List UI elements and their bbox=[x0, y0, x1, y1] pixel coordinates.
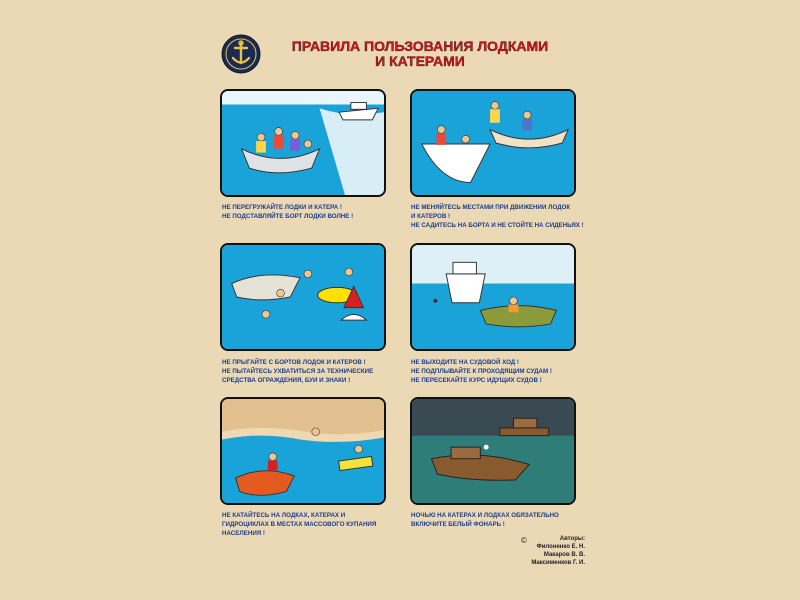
illustration-ship-channel bbox=[410, 243, 576, 351]
caption-overloaded-boat bbox=[222, 203, 422, 221]
title-line-1: ПРАВИЛА ПОЛЬЗОВАНИЯ ЛОДКАМИ bbox=[291, 38, 549, 54]
caption-line: НЕ ПЕРЕСЕКАЙТЕ КУРС ИДУЩИХ СУДОВ ! bbox=[411, 377, 542, 384]
caption-night-lights bbox=[411, 511, 611, 529]
illustration-changing-places bbox=[410, 89, 576, 197]
author-name: Макаров В. В. bbox=[543, 552, 585, 558]
caption-line: НЕ ПОДПЛЫВАЙТЕ К ПРОХОДЯЩИМ СУДАМ ! bbox=[411, 368, 552, 375]
caption-line: НАСЕЛЕНИЯ ! bbox=[222, 530, 265, 537]
caption-line: НЕ ПЕРЕГРУЖАЙТЕ ЛОДКИ И КАТЕРА ! bbox=[222, 204, 342, 211]
caption-line: НЕ ПРЫГАЙТЕ С БОРТОВ ЛОДОК И КАТЕРОВ ! bbox=[222, 359, 366, 366]
page-title bbox=[270, 39, 570, 69]
illustration-night-lights bbox=[410, 397, 576, 505]
author-name: Максименков Г. И. bbox=[531, 560, 585, 566]
caption-line: НЕ КАТАЙТЕСЬ НА ЛОДКАХ, КАТЕРАХ И bbox=[222, 512, 346, 519]
caption-line: ГИДРОЦИКЛАХ В МЕСТАХ МАССОВОГО КУПАНИЯ bbox=[222, 521, 377, 528]
caption-jumping-from-boats bbox=[222, 358, 422, 385]
anchor-emblem-icon bbox=[221, 34, 261, 74]
caption-line: НОЧЬЮ НА КАТЕРАХ И ЛОДКАХ ОБЯЗАТЕЛЬНО bbox=[411, 512, 559, 519]
caption-line: НЕ ВЫХОДИТЕ НА СУДОВОЙ ХОД ! bbox=[411, 359, 519, 366]
title-line-2: И КАТЕРАМИ bbox=[375, 53, 465, 69]
caption-line: СРЕДСТВА ОГРАЖДЕНИЯ, БУИ И ЗНАКИ ! bbox=[222, 377, 351, 384]
copyright-symbol: © bbox=[521, 536, 527, 545]
authors-block bbox=[515, 535, 585, 567]
authors-heading: Авторы: bbox=[559, 536, 585, 542]
caption-line: ВКЛЮЧИТЕ БЕЛЫЙ ФОНАРЬ ! bbox=[411, 521, 505, 528]
caption-line: НЕ ПОДСТАВЛЯЙТЕ БОРТ ЛОДКИ ВОЛНЕ ! bbox=[222, 213, 354, 220]
author-name: Филоненко Е. Н. bbox=[536, 544, 585, 550]
caption-line: И КАТЕРОВ ! bbox=[411, 213, 451, 220]
caption-ship-channel bbox=[411, 358, 611, 385]
illustration-bathing-area bbox=[220, 397, 386, 505]
illustration-overloaded-boat bbox=[220, 89, 386, 197]
caption-line: НЕ САДИТЕСЬ НА БОРТА И НЕ СТОЙТЕ НА СИДЕНЬЯХ ! bbox=[411, 222, 584, 229]
caption-line: НЕ МЕНЯЙТЕСЬ МЕСТАМИ ПРИ ДВИЖЕНИИ ЛОДОК bbox=[411, 204, 571, 211]
illustration-jumping-from-boats bbox=[220, 243, 386, 351]
caption-line: НЕ ПЫТАЙТЕСЬ УХВАТИТЬСЯ ЗА ТЕХНИЧЕСКИЕ bbox=[222, 368, 374, 375]
caption-bathing-area bbox=[222, 511, 422, 538]
caption-changing-places bbox=[411, 203, 611, 230]
